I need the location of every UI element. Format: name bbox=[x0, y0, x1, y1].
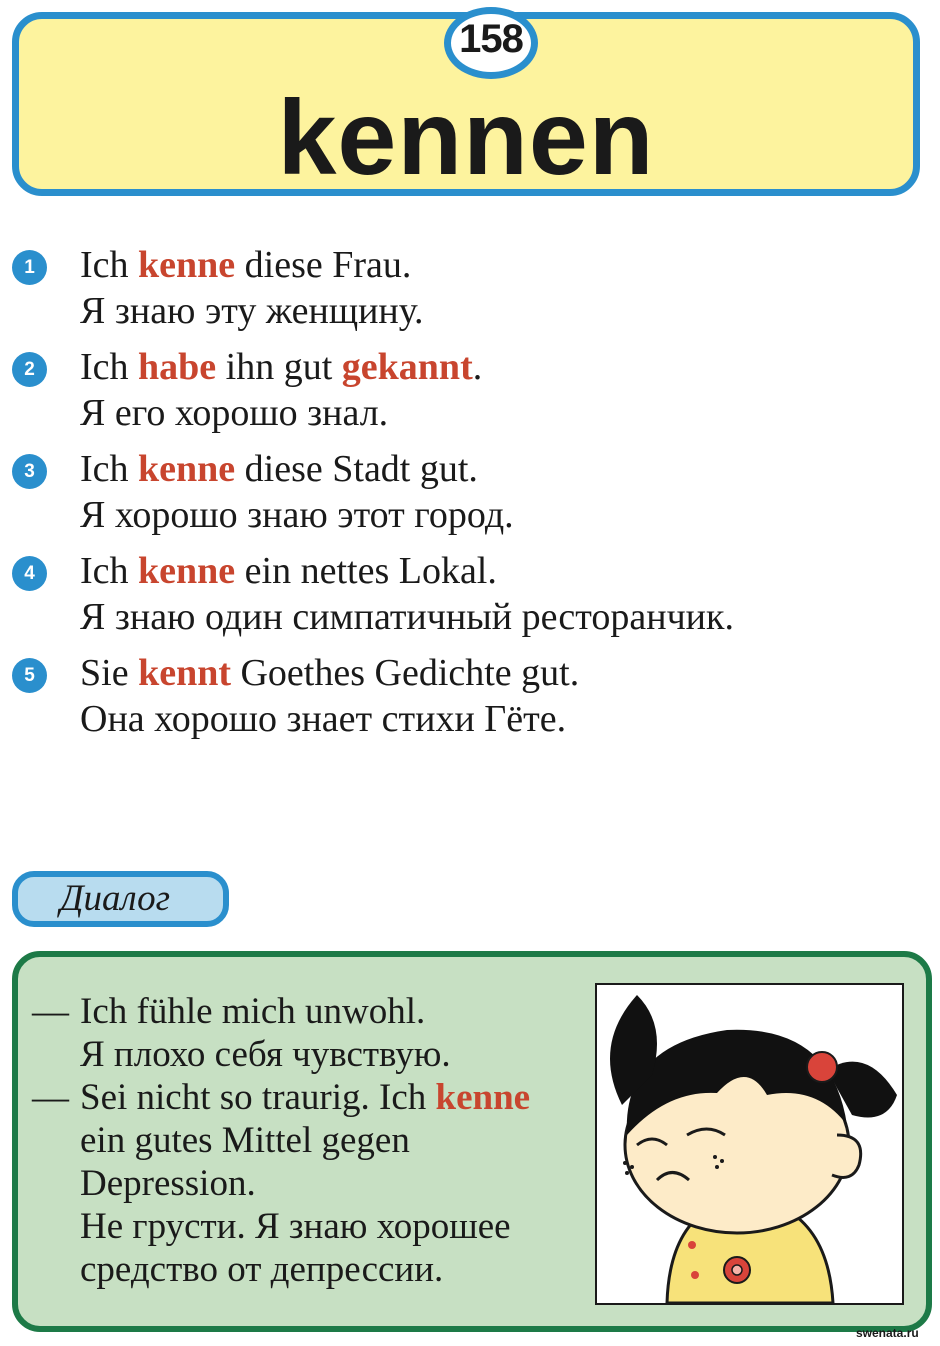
example-list bbox=[0, 242, 940, 752]
german-sentence bbox=[80, 446, 514, 492]
example-number-badge: 5 bbox=[12, 658, 47, 693]
dialog-dash: — bbox=[32, 1077, 69, 1118]
text-segment: Sei nicht so traurig. Ich bbox=[80, 1077, 436, 1118]
text-segment: Sie bbox=[80, 652, 139, 694]
german-sentence bbox=[80, 242, 423, 288]
text-segment: ihn gut bbox=[216, 346, 342, 388]
example-text bbox=[80, 344, 482, 436]
text-segment: Depression. bbox=[80, 1163, 256, 1204]
russian-translation: Я хорошо знаю этот город. bbox=[80, 494, 514, 536]
russian-translation: Я его хорошо знал. bbox=[80, 392, 389, 434]
russian-translation: Она хорошо знает стихи Гёте. bbox=[80, 698, 567, 740]
text-segment: ein nettes Lokal. bbox=[235, 550, 497, 592]
example-number-badge: 1 bbox=[12, 250, 47, 285]
example-item bbox=[0, 344, 940, 446]
text-segment: Не грусти. Я знаю хорошее bbox=[80, 1206, 511, 1247]
highlighted-verb: kenne bbox=[138, 550, 236, 592]
dialog-line bbox=[32, 1205, 530, 1248]
dialog-dash: — bbox=[32, 991, 69, 1032]
dialog-line bbox=[32, 1033, 530, 1076]
example-item bbox=[0, 650, 940, 752]
highlighted-verb: gekannt bbox=[341, 346, 473, 388]
example-item bbox=[0, 242, 940, 344]
dialog-line bbox=[32, 1119, 530, 1162]
highlighted-verb: habe bbox=[138, 346, 217, 388]
sad-girl-drawing bbox=[597, 985, 902, 1303]
dialog-lines bbox=[32, 990, 530, 1291]
dialog-line bbox=[32, 1076, 530, 1119]
highlighted-verb: kennt bbox=[138, 652, 231, 694]
text-segment: средство от депрессии. bbox=[80, 1249, 444, 1290]
example-number-badge: 3 bbox=[12, 454, 47, 489]
example-text bbox=[80, 446, 514, 538]
german-sentence bbox=[80, 548, 734, 594]
text-segment: diese Frau. bbox=[235, 244, 412, 286]
russian-translation: Я знаю эту женщину. bbox=[80, 290, 424, 332]
german-sentence bbox=[80, 650, 579, 696]
text-segment: Ich bbox=[80, 346, 139, 388]
girl-illustration bbox=[595, 983, 904, 1305]
example-text bbox=[80, 242, 423, 334]
text-segment: Я плохо себя чувствую. bbox=[80, 1034, 451, 1075]
dialog-tab: Диалог bbox=[12, 871, 229, 927]
text-segment: Ich fühle mich unwohl. bbox=[80, 991, 426, 1032]
text-segment: Goethes Gedichte gut. bbox=[230, 652, 580, 694]
text-segment: . bbox=[472, 346, 483, 388]
dialog-line bbox=[32, 990, 530, 1033]
headword: kennen bbox=[277, 79, 655, 197]
highlighted-verb: kenne bbox=[138, 244, 236, 286]
text-segment: Ich bbox=[80, 550, 139, 592]
highlighted-verb: kenne bbox=[435, 1077, 531, 1118]
example-text bbox=[80, 650, 579, 742]
text-segment: Ich bbox=[80, 448, 139, 490]
dialog-line bbox=[32, 1248, 530, 1291]
example-number-badge: 4 bbox=[12, 556, 47, 591]
russian-translation: Я знаю один симпатичный ресторанчик. bbox=[80, 596, 734, 638]
headword-card bbox=[12, 12, 920, 196]
highlighted-verb: kenne bbox=[138, 448, 236, 490]
example-item bbox=[0, 548, 940, 650]
example-item bbox=[0, 446, 940, 548]
text-segment: diese Stadt gut. bbox=[235, 448, 478, 490]
watermark: swenata.ru bbox=[856, 1326, 919, 1340]
page-number-badge: 158 bbox=[444, 7, 538, 79]
german-sentence bbox=[80, 344, 482, 390]
text-segment: ein gutes Mittel gegen bbox=[80, 1120, 410, 1161]
example-text bbox=[80, 548, 734, 640]
example-number-badge: 2 bbox=[12, 352, 47, 387]
text-segment: Ich bbox=[80, 244, 139, 286]
dialog-line bbox=[32, 1162, 530, 1205]
